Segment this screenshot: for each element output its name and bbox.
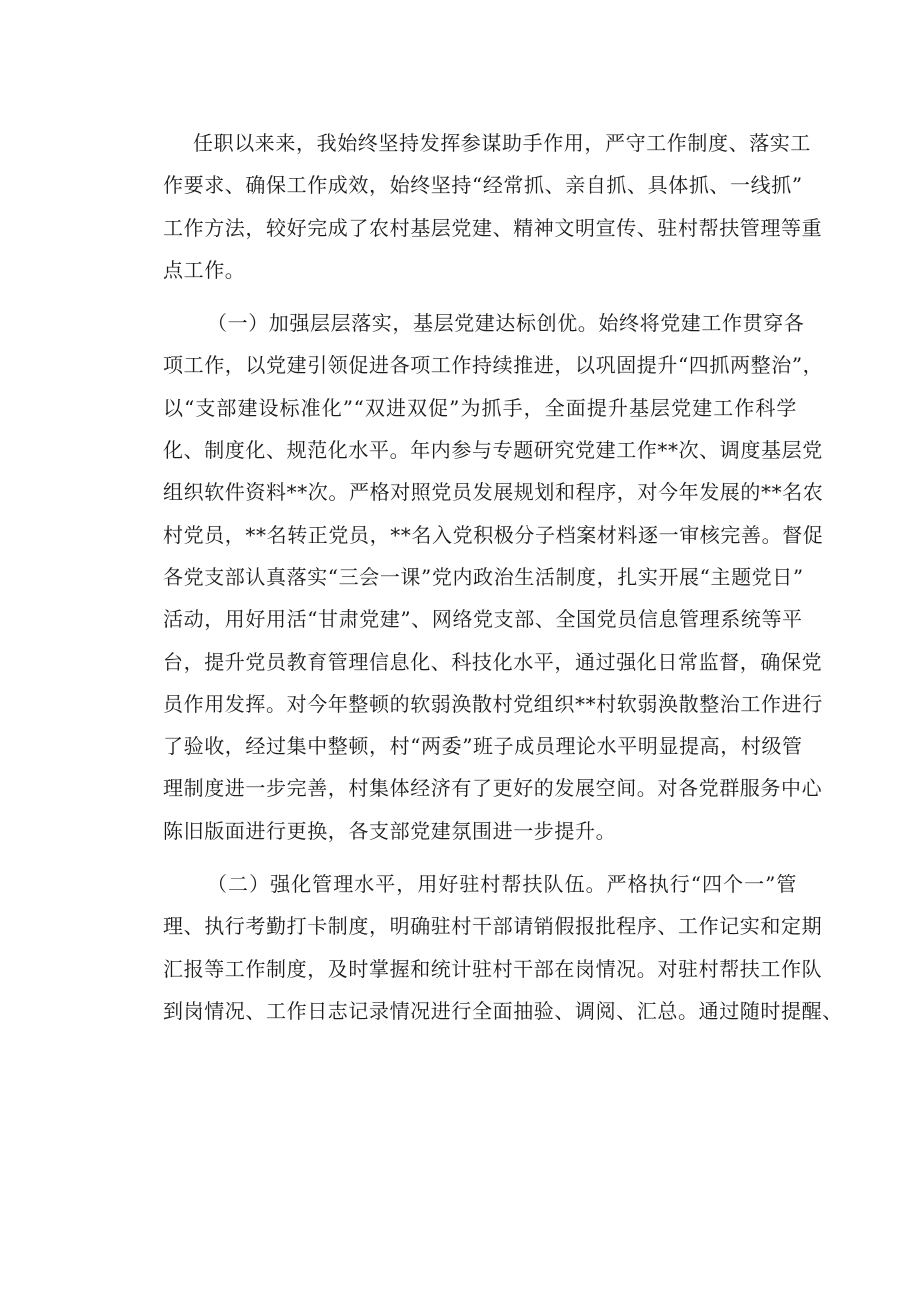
document-body: [163, 122, 843, 1032]
text-line: 台，提升党员教育管理信息化、科技化水平，通过强化日常监督，确保党: [163, 649, 823, 674]
text-line: 点工作。: [163, 257, 246, 282]
text-line: 组织软件资料**次。严格对照党员发展规划和程序，对今年发展的**名农: [163, 480, 824, 505]
paragraph-intro: [163, 122, 823, 291]
text-line: 化、制度化、规范化水平。年内参与专题研究党建工作**次、调度基层党: [163, 438, 823, 463]
text-line: 到岗情况、工作日志记录情况进行全面抽验、调阅、汇总。通过随时提醒、: [163, 998, 843, 1023]
text-line: 各党支部认真落实“三会一课”党内政治生活制度，扎实开展“主题党日”: [163, 564, 804, 589]
text-line: 理制度进一步完善，村集体经济有了更好的发展空间。对各党群服务中心: [163, 776, 823, 801]
text-line: （二）强化管理水平，用好驻村帮扶队伍。严格执行“四个一”管: [207, 872, 797, 897]
text-line: 汇报等工作制度，及时掌握和统计驻村干部在岗情况。对驻村帮扶工作队: [163, 956, 823, 981]
text-line: 项工作，以党建引领促进各项工作持续推进，以巩固提升“四抓两整治”，: [163, 353, 824, 378]
text-line: 员作用发挥。对今年整顿的软弱涣散村党组织**村软弱涣散整治工作进行: [163, 691, 823, 716]
text-line: （一）加强层层落实，基层党建达标创优。始终将党建工作贯穿各: [207, 311, 805, 336]
text-line: 村党员，**名转正党员，**名入党积极分子档案材料逐一审核完善。督促: [163, 522, 824, 547]
text-line: 作要求、确保工作成效，始终坚持“经常抓、亲自抓、具体抓、一线抓”: [163, 173, 803, 198]
text-line: 活动，用好用活“甘肃党建”、网络党支部、全国党员信息管理系统等平: [163, 607, 803, 632]
text-line: 陈旧版面进行更换，各支部党建氛围进一步提升。: [163, 818, 617, 843]
text-line: 工作方法，较好完成了农村基层党建、精神文明宣传、驻村帮扶管理等重: [163, 215, 823, 240]
text-line: 了验收，经过集中整顿，村“两委”班子成员理论水平明显提高，村级管: [163, 734, 803, 759]
text-line: 以“支部建设标准化”“双进双促”为抓手，全面提升基层党建工作科学: [163, 395, 797, 420]
text-line: 任职以来来，我始终坚持发挥参谋助手作用，严守工作制度、落实工: [193, 131, 811, 155]
paragraph-section-1: [163, 302, 824, 852]
paragraph-section-2: [163, 863, 843, 1032]
text-line: 理、执行考勤打卡制度，明确驻村干部请销假报批程序、工作记实和定期: [163, 914, 823, 939]
